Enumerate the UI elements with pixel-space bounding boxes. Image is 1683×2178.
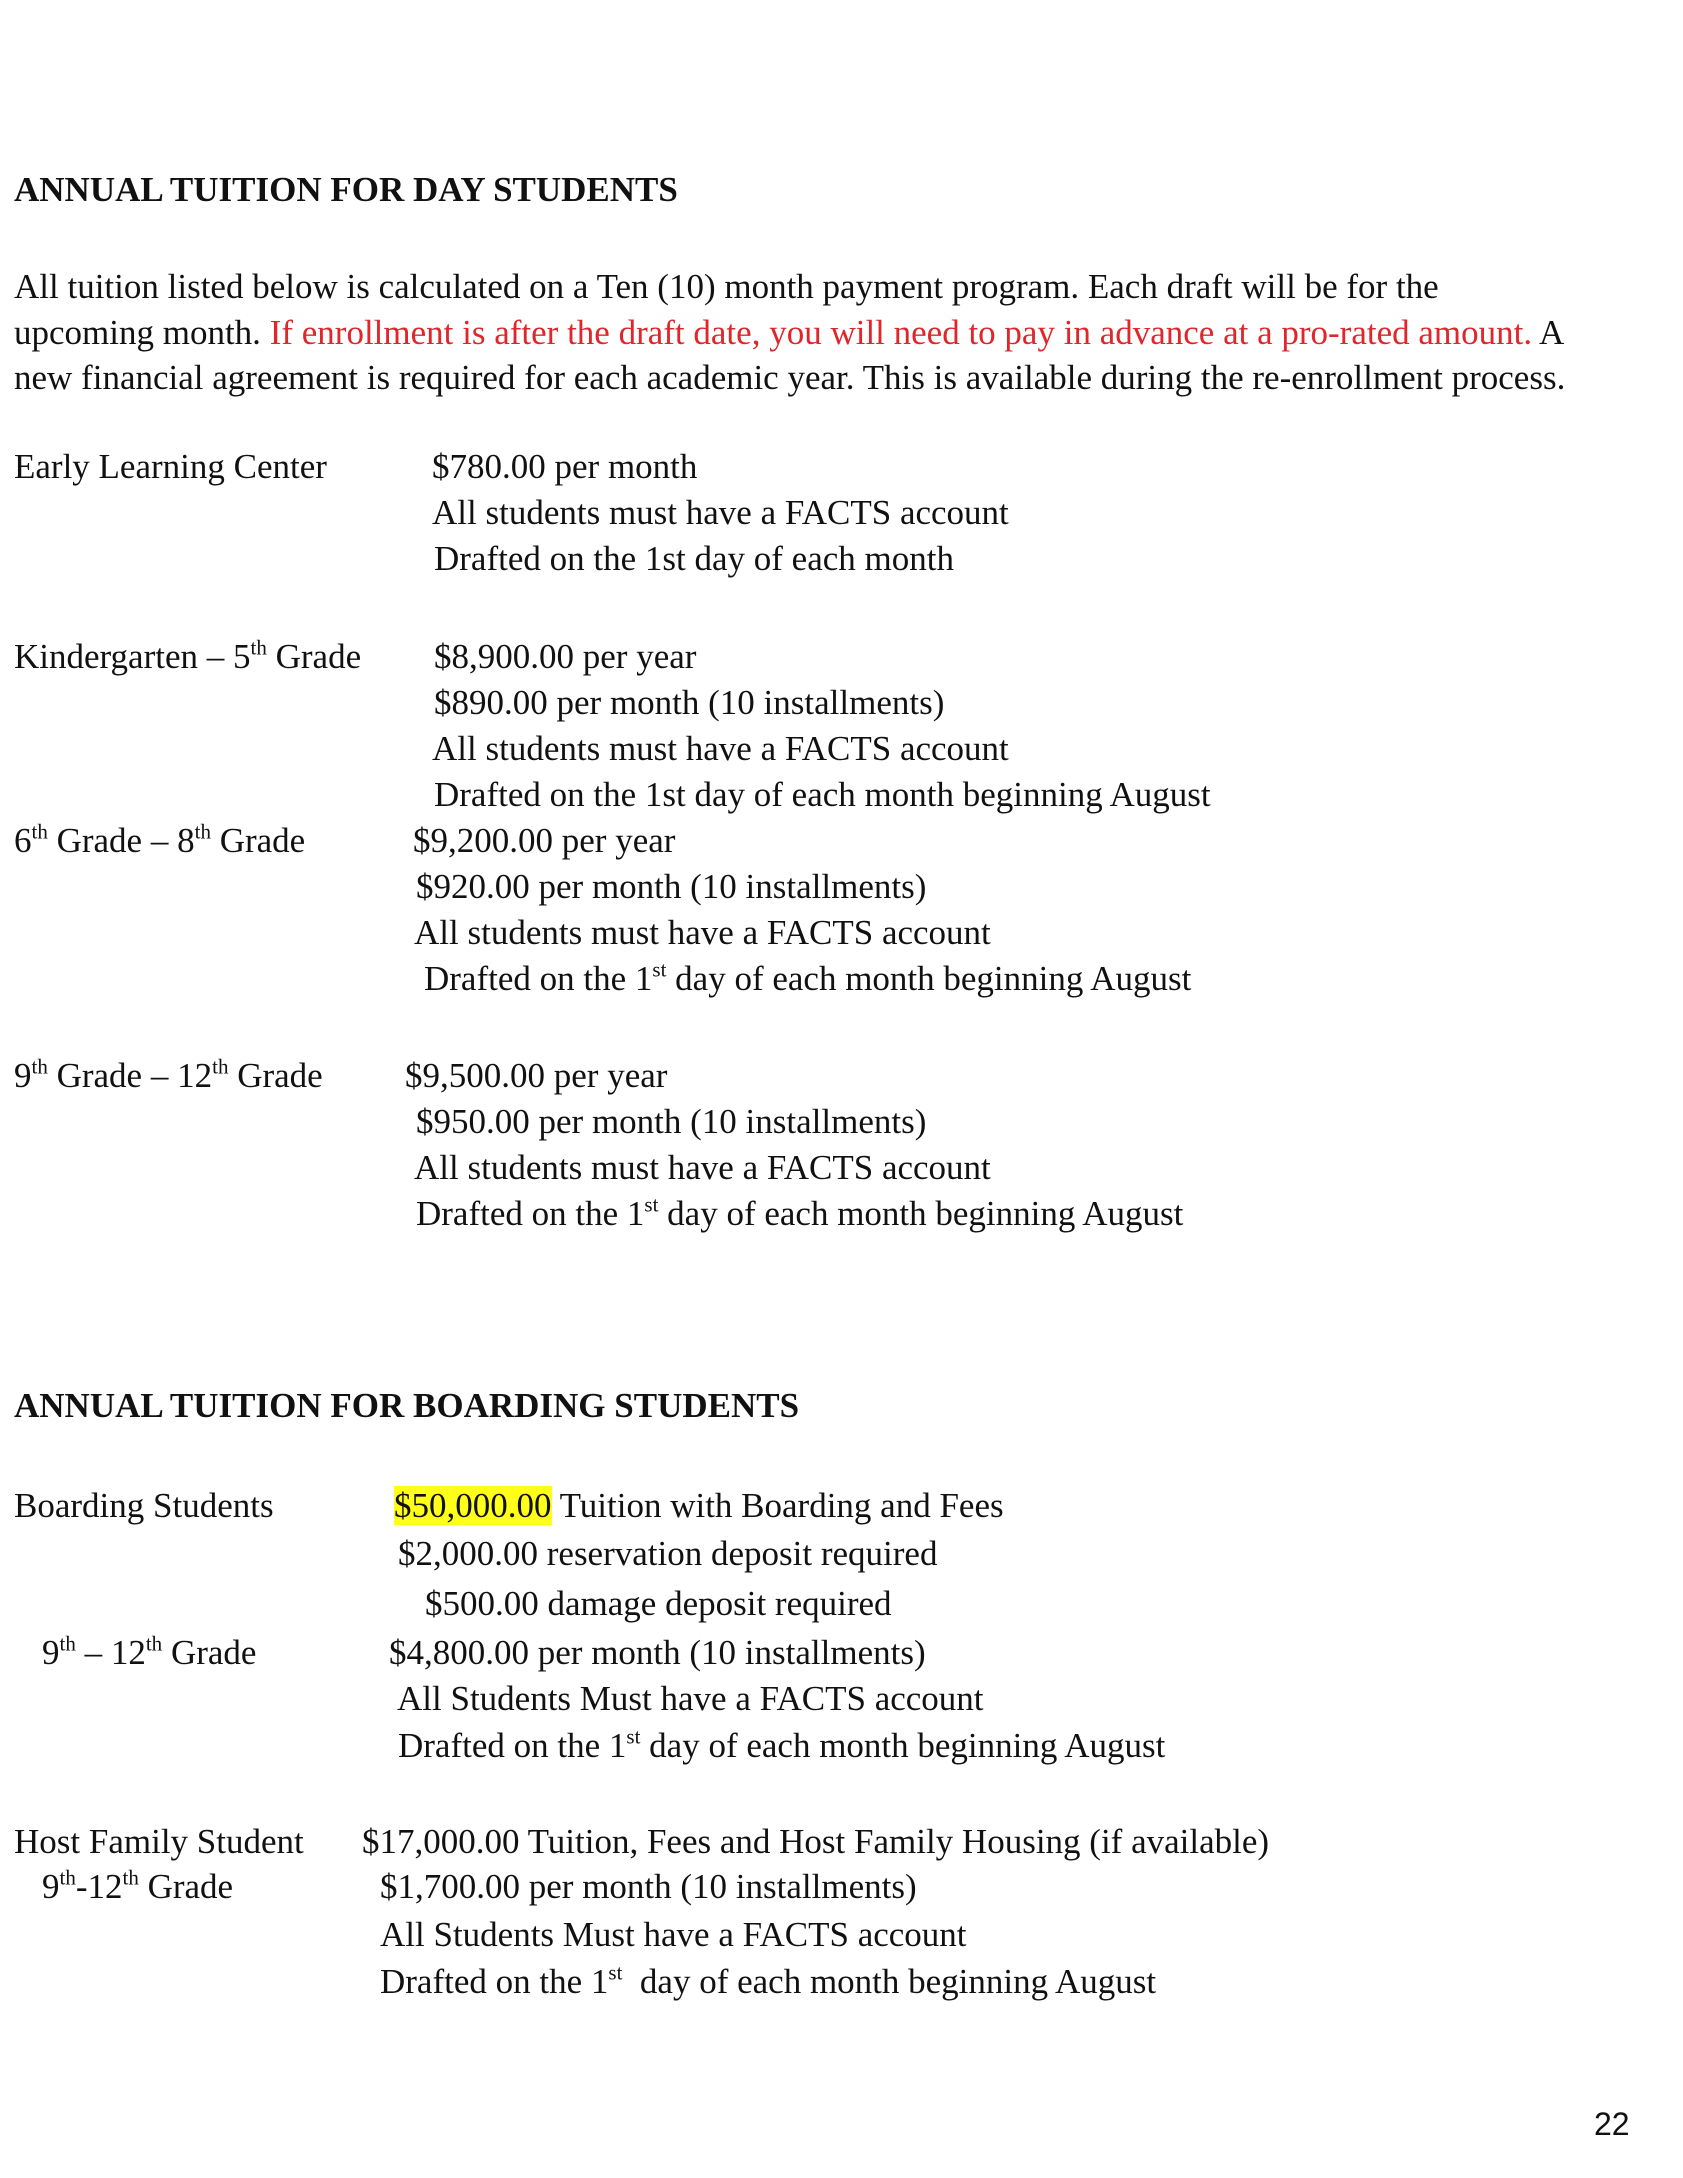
day-students-heading: ANNUAL TUITION FOR DAY STUDENTS (14, 170, 678, 209)
k5-label: Kindergarten – 5th Grade (14, 635, 362, 676)
tuition-intro-paragraph (14, 264, 1674, 401)
g68-monthly: $920.00 per month (10 installments) (416, 867, 927, 906)
boarding-monthly: $4,800.00 per month (10 installments) (389, 1633, 926, 1672)
host-family-grade-label: 9th-12th Grade (42, 1865, 234, 1906)
g912-yearly: $9,500.00 per year (405, 1056, 668, 1095)
elc-facts: All students must have a FACTS account (432, 493, 1009, 532)
boarding-tuition: $50,000.00 Tuition with Boarding and Fees (394, 1486, 1004, 1525)
g68-yearly: $9,200.00 per year (413, 821, 676, 860)
boarding-damage-deposit: $500.00 damage deposit required (425, 1584, 892, 1623)
g68-label: 6th Grade – 8th Grade (14, 819, 306, 860)
g912-monthly: $950.00 per month (10 installments) (416, 1102, 927, 1141)
intro-line-2 (14, 310, 1674, 356)
boarding-facts: All Students Must have a FACTS account (397, 1679, 984, 1718)
k5-facts: All students must have a FACTS account (432, 729, 1009, 768)
host-family-draft: Drafted on the 1st day of each month beginning August (380, 1960, 1157, 2001)
elc-monthly: $780.00 per month (432, 447, 698, 486)
boarding-draft: Drafted on the 1st day of each month beginning August (398, 1724, 1166, 1765)
boarding-grade-label: 9th – 12th Grade (42, 1631, 257, 1672)
intro-line-1: All tuition listed below is calculated on a Ten (10) month payment program. Each draft will be for the (14, 267, 1439, 306)
host-family-label: Host Family Student (14, 1822, 304, 1861)
host-family-facts: All Students Must have a FACTS account (380, 1915, 967, 1954)
pro-rated-notice: If enrollment is after the draft date, you will need to pay in advance at a pro-rated amount. (269, 312, 1533, 352)
intro-line-2-start: upcoming month. (14, 312, 270, 352)
g68-draft: Drafted on the 1st day of each month beginning August (424, 957, 1192, 998)
host-family-monthly: $1,700.00 per month (10 installments) (380, 1867, 917, 1906)
k5-draft: Drafted on the 1st day of each month beginning August (434, 775, 1211, 814)
intro-line-2-end: A (1532, 312, 1565, 352)
boarding-reservation-deposit: $2,000.00 reservation deposit required (398, 1534, 938, 1573)
intro-line-3: new financial agreement is required for each academic year. This is available during the re-enrollment process. (14, 358, 1566, 397)
boarding-label: Boarding Students (14, 1486, 274, 1525)
elc-label: Early Learning Center (14, 447, 327, 486)
k5-yearly: $8,900.00 per year (434, 637, 697, 676)
elc-draft: Drafted on the 1st day of each month (434, 539, 954, 578)
k5-monthly: $890.00 per month (10 installments) (434, 683, 945, 722)
g68-facts: All students must have a FACTS account (414, 913, 991, 952)
g912-draft: Drafted on the 1st day of each month beginning August (416, 1192, 1184, 1233)
g912-facts: All students must have a FACTS account (414, 1148, 991, 1187)
g912-label: 9th Grade – 12th Grade (14, 1054, 323, 1095)
page-number: 22 (1594, 2106, 1630, 2142)
host-family-tuition: $17,000.00 Tuition, Fees and Host Family Housing (if available) (362, 1822, 1270, 1861)
boarding-students-heading: ANNUAL TUITION FOR BOARDING STUDENTS (14, 1386, 800, 1425)
boarding-amount-highlight: $50,000.00 (394, 1486, 552, 1525)
